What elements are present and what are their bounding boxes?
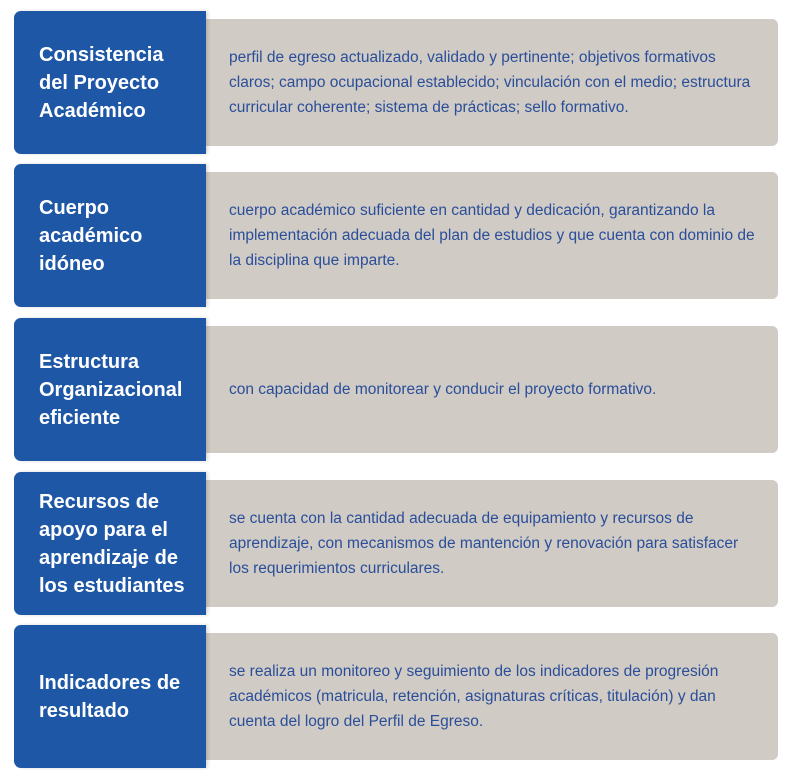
criterion-description: se cuenta con la cantidad adecuada de equipamiento y recursos de aprendizaje, con mecanismos de mantención y renovación para satisfacer los requerimientos curriculares. <box>229 510 739 577</box>
criterion-title: Recursos de apoyo para el aprendizaje de los estudiantes <box>39 490 185 597</box>
criterion-title: Cuerpo académico idóneo <box>39 196 143 275</box>
criterion-description: cuerpo académico suficiente en cantidad y dedicación, garantizando la implementación adecuada del plan de estudios y que cuenta con dominio de la disciplina que imparte. <box>229 202 755 269</box>
criterion-label-box <box>14 164 206 307</box>
criterion-label-box <box>14 625 206 768</box>
criterion-description: con capacidad de monitorear y conducir el proyecto formativo. <box>229 381 657 398</box>
criterion-description-box <box>198 480 778 607</box>
criterion-title: Consistencia del Proyecto Académico <box>39 43 164 122</box>
criterion-label-box <box>14 472 206 615</box>
criterion-label-box <box>14 11 206 154</box>
criterion-description-box <box>198 19 778 146</box>
criterion-description: perfil de egreso actualizado, validado y pertinente; objetivos formativos claros; campo ocupacional establecido; vinculación con el medio; estructura curricular coherente; sistema de prácticas; sello formativo. <box>229 49 751 116</box>
criterion-title: Estructura Organizacional eficiente <box>39 350 183 429</box>
criterion-description-box <box>198 172 778 299</box>
criterion-label-box <box>14 318 206 461</box>
criterion-title: Indicadores de resultado <box>39 671 181 722</box>
criterion-description-box <box>198 633 778 760</box>
criterion-description: se realiza un monitoreo y seguimiento de los indicadores de progresión académicos (matricula, retención, asignaturas críticas, titulación) y dan cuenta del logro del Perfil de Egreso. <box>229 663 719 730</box>
criterion-description-box <box>198 326 778 453</box>
